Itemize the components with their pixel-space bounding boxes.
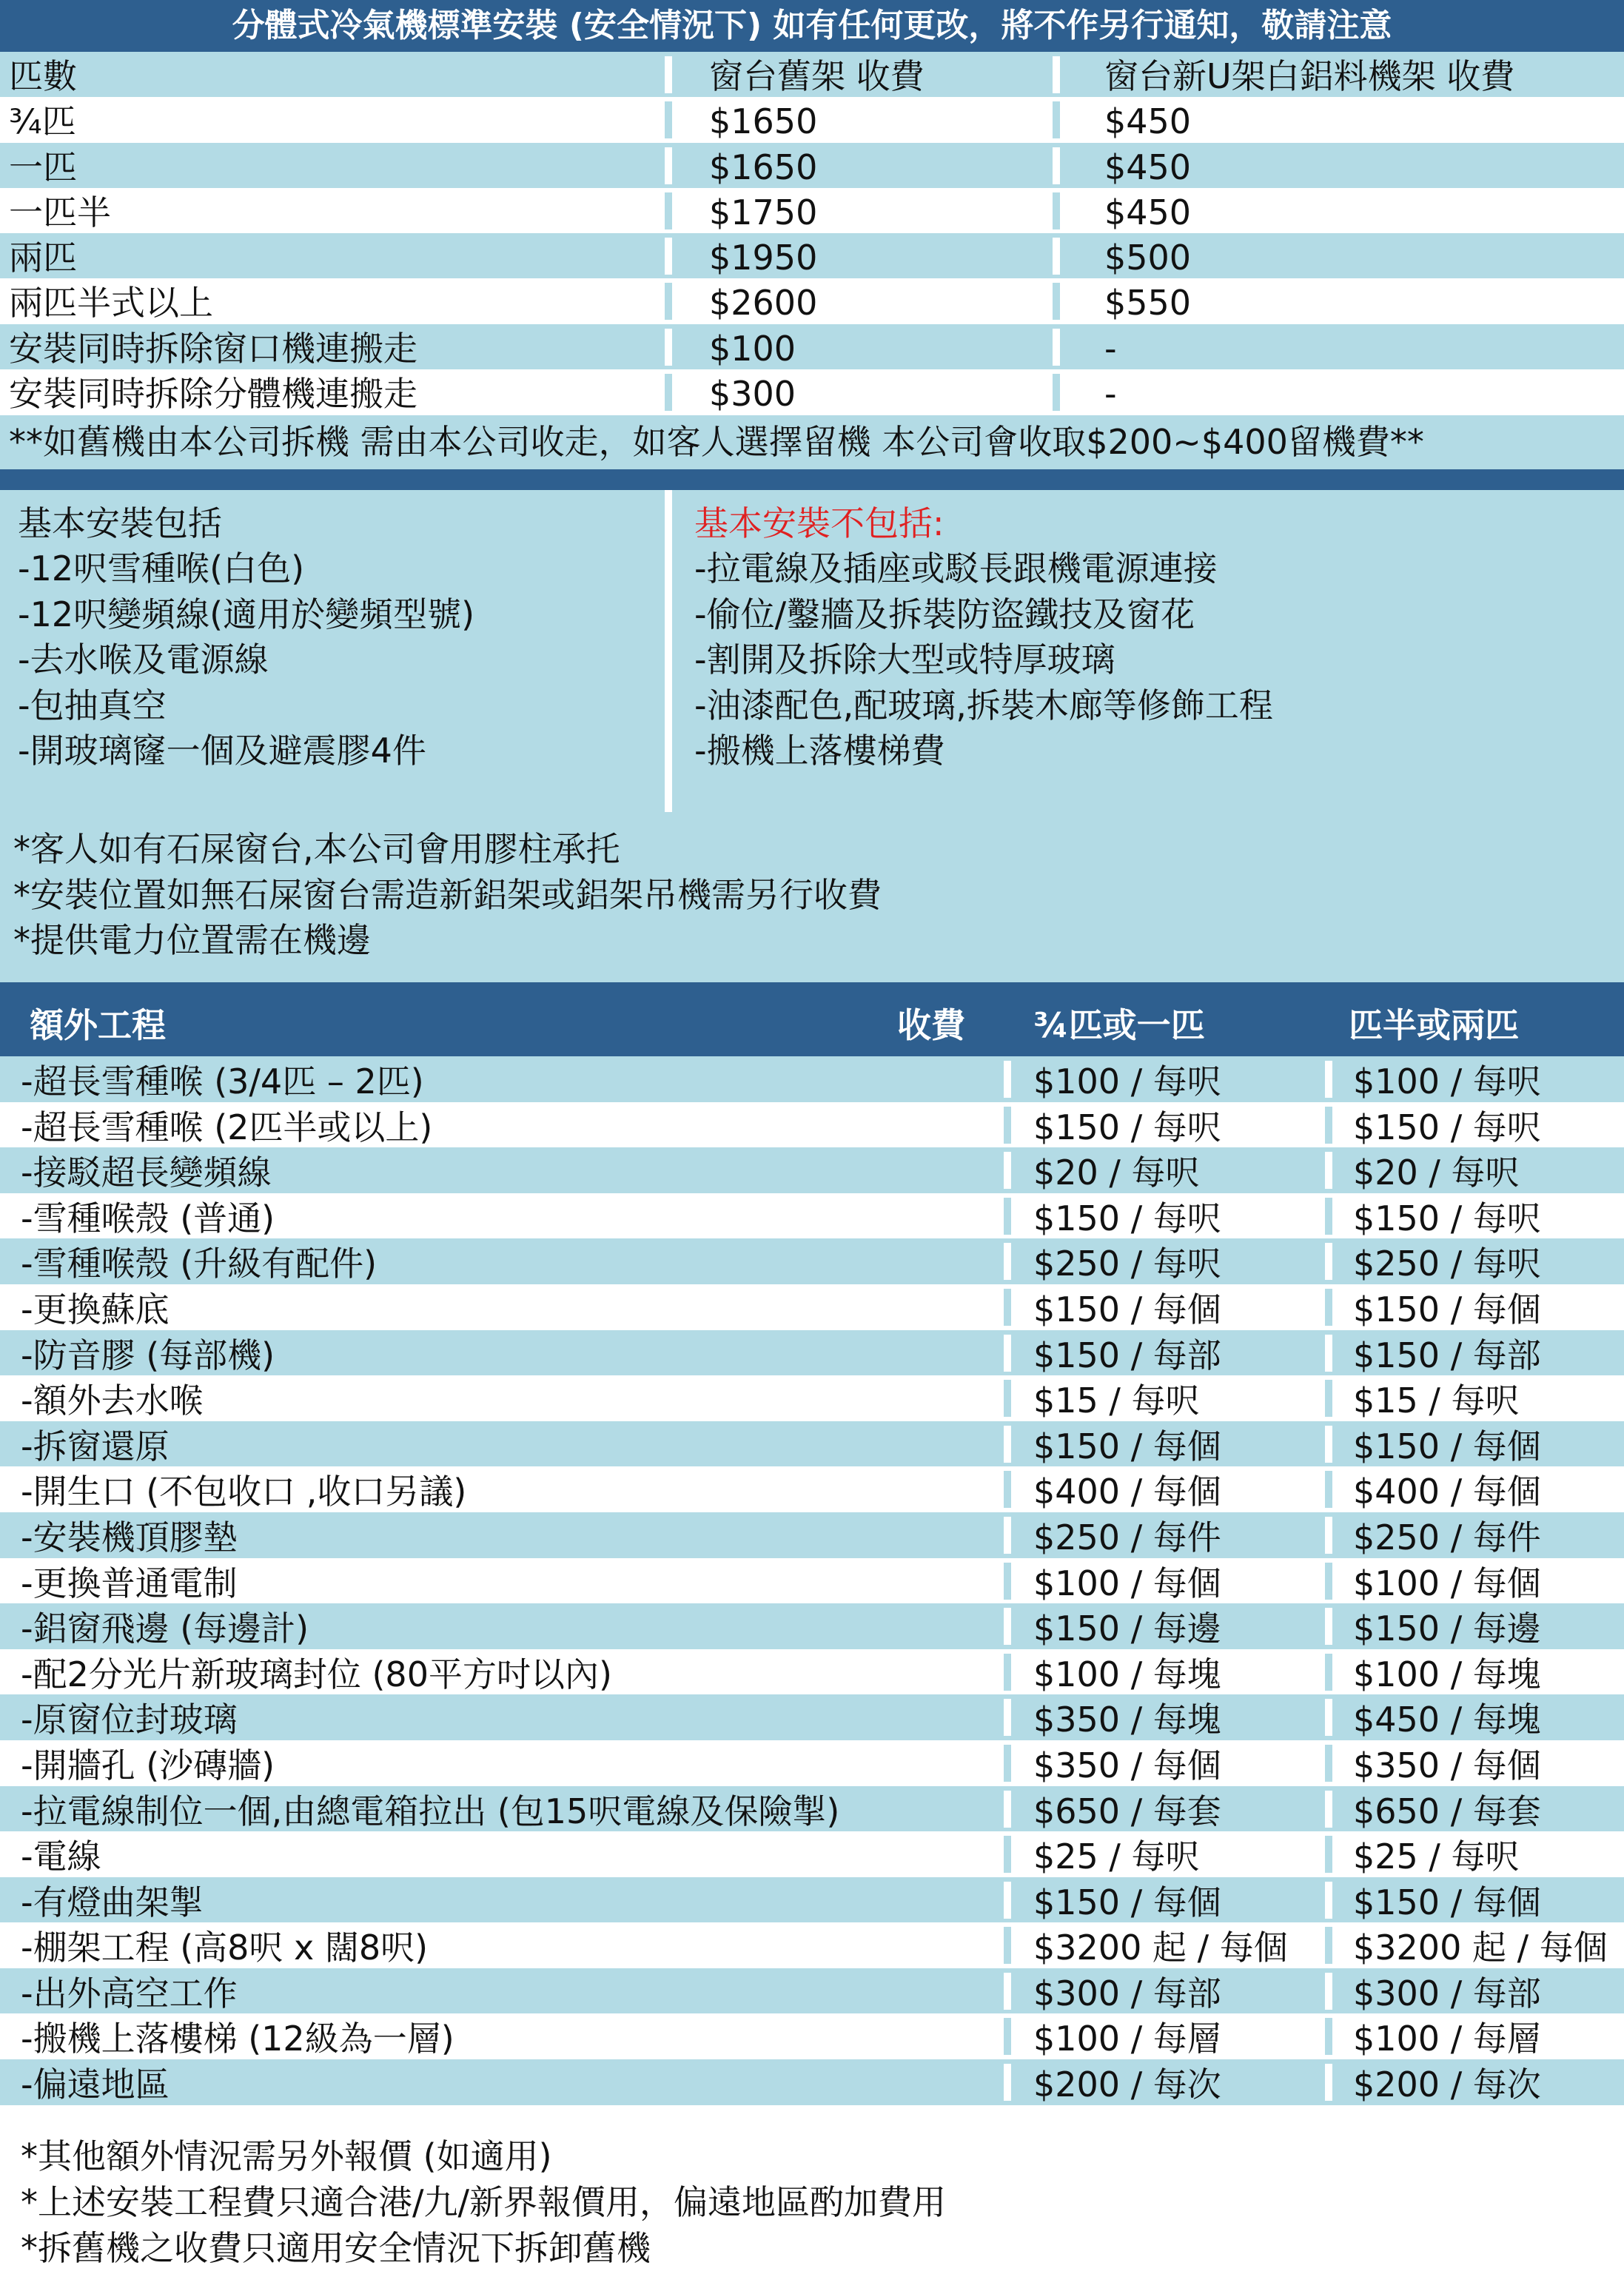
table-row bbox=[0, 1466, 1624, 1512]
extra-work-item: -棚架工程 (高8呎 x 闊8呎) bbox=[21, 1928, 429, 1968]
small-unit-price: $3200 起 / 每個 bbox=[1033, 1928, 1288, 1968]
large-unit-price: $150 / 每個 bbox=[1353, 1882, 1541, 1922]
large-unit-price: $100 / 每塊 bbox=[1353, 1654, 1541, 1694]
table-header-row bbox=[0, 52, 1624, 97]
list-item: -去水喉及電源線 bbox=[18, 640, 269, 680]
extra-work-item: -拉電線制位一個,由總電箱拉出 (包15呎電線及保險掣) bbox=[21, 1791, 840, 1831]
table-row bbox=[0, 143, 1624, 188]
old-bracket-price: $1750 bbox=[709, 192, 818, 232]
small-unit-price: $100 / 每呎 bbox=[1033, 1061, 1221, 1101]
table-row bbox=[0, 1330, 1624, 1376]
list-item: -開玻璃窿一個及避震膠4件 bbox=[18, 731, 426, 771]
new-bracket-price: $550 bbox=[1104, 283, 1192, 323]
row-label: 兩匹 bbox=[9, 238, 77, 278]
footer-note: *拆舊機之收費只適用安全情況下拆卸舊機 bbox=[21, 2228, 651, 2268]
table-row bbox=[0, 1694, 1624, 1740]
large-unit-price: $150 / 每邊 bbox=[1353, 1609, 1541, 1649]
table-row bbox=[0, 1238, 1624, 1284]
small-unit-price: $150 / 每個 bbox=[1033, 1882, 1221, 1922]
row-label: 一匹 bbox=[9, 147, 77, 187]
old-bracket-price: $1650 bbox=[709, 147, 818, 187]
new-bracket-price: $450 bbox=[1104, 192, 1192, 232]
extra-work-item: -開牆孔 (沙磚牆) bbox=[21, 1745, 275, 1785]
extra-work-item: -配2分光片新玻璃封位 (80平方吋以內) bbox=[21, 1654, 612, 1694]
large-unit-price: $650 / 每套 bbox=[1353, 1791, 1541, 1831]
large-unit-price: $150 / 每呎 bbox=[1353, 1107, 1541, 1147]
extra-work-item: -更換普通電制 bbox=[21, 1563, 238, 1603]
remark-item: *安裝位置如無石屎窗台需造新鋁架或鋁架吊機需另行收費 bbox=[13, 874, 882, 915]
large-unit-price: $100 / 每呎 bbox=[1353, 1061, 1541, 1101]
extra-works-header bbox=[0, 982, 1624, 1056]
extra-works-title: 額外工程 bbox=[30, 1005, 166, 1045]
extra-work-item: -有燈曲架掣 bbox=[21, 1882, 204, 1922]
column-header-large-unit: 匹半或兩匹 bbox=[1349, 1005, 1519, 1045]
extra-work-item: -開生口 (不包收口 ,收口另議) bbox=[21, 1472, 467, 1512]
extra-work-item: -雪種喉殼 (普通) bbox=[21, 1198, 275, 1238]
row-label: 安裝同時拆除分體機連搬走 bbox=[9, 374, 417, 415]
old-bracket-price: $300 bbox=[709, 374, 796, 415]
table-row bbox=[0, 1375, 1624, 1421]
extra-work-item: -安裝機頂膠墊 bbox=[21, 1517, 238, 1557]
extra-work-item: -電線 bbox=[21, 1837, 101, 1877]
list-item: -割開及拆除大型或特厚玻璃 bbox=[694, 640, 1115, 680]
table-row bbox=[0, 1786, 1624, 1832]
new-bracket-price: - bbox=[1104, 374, 1117, 415]
table-row bbox=[0, 188, 1624, 233]
large-unit-price: $200 / 每次 bbox=[1353, 2065, 1541, 2105]
large-unit-price: $350 / 每個 bbox=[1353, 1745, 1541, 1785]
table-row bbox=[0, 1740, 1624, 1786]
large-unit-price: $300 / 每部 bbox=[1353, 1973, 1541, 2013]
large-unit-price: $250 / 每呎 bbox=[1353, 1244, 1541, 1284]
table-row bbox=[0, 1147, 1624, 1193]
table-row bbox=[0, 1102, 1624, 1148]
column-header-new-bracket: 窗台新U架白鋁料機架 收費 bbox=[1104, 56, 1515, 96]
small-unit-price: $200 / 每次 bbox=[1033, 2065, 1221, 2105]
table-row bbox=[0, 1649, 1624, 1695]
large-unit-price: $100 / 每層 bbox=[1353, 2019, 1541, 2059]
large-unit-price: $25 / 每呎 bbox=[1353, 1837, 1520, 1877]
large-unit-price: $3200 起 / 每個 bbox=[1353, 1928, 1608, 1968]
extra-work-item: -接駁超長變頻線 bbox=[21, 1153, 272, 1193]
small-unit-price: $150 / 每呎 bbox=[1033, 1107, 1221, 1147]
includes-title: 基本安裝包括 bbox=[18, 503, 222, 543]
table-row bbox=[0, 2059, 1624, 2105]
fee-header: 收費 bbox=[897, 1005, 965, 1045]
large-unit-price: $100 / 每個 bbox=[1353, 1563, 1541, 1603]
small-unit-price: $300 / 每部 bbox=[1033, 1973, 1221, 2013]
small-unit-price: $15 / 每呎 bbox=[1033, 1381, 1200, 1421]
extra-work-item: -超長雪種喉 (2匹半或以上) bbox=[21, 1107, 433, 1147]
table-row bbox=[0, 1968, 1624, 2014]
extra-works-table bbox=[0, 1056, 1624, 2105]
large-unit-price: $150 / 每個 bbox=[1353, 1289, 1541, 1329]
small-unit-price: $250 / 每呎 bbox=[1033, 1244, 1221, 1284]
extra-work-item: -原窗位封玻璃 bbox=[21, 1700, 238, 1740]
remarks-block bbox=[0, 812, 1624, 982]
table-row bbox=[0, 278, 1624, 323]
page-title: 分體式冷氣機標準安裝 (安全情況下) 如有任何更改，將不作另行通知，敬請注意 bbox=[0, 0, 1624, 52]
small-unit-price: $150 / 每個 bbox=[1033, 1426, 1221, 1466]
table-row bbox=[0, 1831, 1624, 1877]
list-item: -包抽真空 bbox=[18, 685, 167, 725]
small-unit-price: $350 / 每塊 bbox=[1033, 1700, 1221, 1740]
extra-work-item: -更換蘇底 bbox=[21, 1289, 170, 1329]
table-row bbox=[0, 1056, 1624, 1102]
list-item: -拉電線及插座或駁長跟機電源連接 bbox=[694, 549, 1218, 588]
row-label: 兩匹半式以上 bbox=[9, 283, 213, 323]
table-row bbox=[0, 1421, 1624, 1467]
new-bracket-price: $450 bbox=[1104, 101, 1192, 142]
old-bracket-price: $1950 bbox=[709, 238, 818, 278]
small-unit-price: $150 / 每部 bbox=[1033, 1335, 1221, 1375]
table-row bbox=[0, 1558, 1624, 1604]
large-unit-price: $450 / 每塊 bbox=[1353, 1700, 1541, 1740]
remark-item: *客人如有石屎窗台,本公司會用膠柱承托 bbox=[13, 829, 620, 869]
column-header-old-bracket: 窗台舊架 收費 bbox=[709, 56, 925, 96]
section-divider bbox=[0, 469, 1624, 490]
extra-work-item: -出外高空工作 bbox=[21, 1973, 238, 2013]
small-unit-price: $150 / 每邊 bbox=[1033, 1609, 1221, 1649]
table-row bbox=[0, 233, 1624, 278]
extra-work-item: -額外去水喉 bbox=[21, 1381, 204, 1421]
large-unit-price: $250 / 每件 bbox=[1353, 1517, 1541, 1557]
small-unit-price: $100 / 每塊 bbox=[1033, 1654, 1221, 1694]
extra-work-item: -偏遠地區 bbox=[21, 2065, 170, 2105]
extra-work-item: -鋁窗飛邊 (每邊計) bbox=[21, 1609, 309, 1649]
list-item: -偷位/鑿牆及拆裝防盜鐵技及窗花 bbox=[694, 594, 1195, 634]
list-item: -油漆配色,配玻璃,拆裝木廊等修飾工程 bbox=[694, 685, 1273, 725]
large-unit-price: $150 / 每個 bbox=[1353, 1426, 1541, 1466]
table-row bbox=[0, 97, 1624, 142]
small-unit-price: $350 / 每個 bbox=[1033, 1745, 1221, 1785]
table-row bbox=[0, 1193, 1624, 1239]
basic-install-excludes bbox=[672, 490, 1624, 812]
extra-work-item: -防音膠 (每部機) bbox=[21, 1335, 275, 1375]
table-row bbox=[0, 1284, 1624, 1330]
small-unit-price: $150 / 每呎 bbox=[1033, 1198, 1221, 1238]
small-unit-price: $250 / 每件 bbox=[1033, 1517, 1221, 1557]
old-bracket-price: $2600 bbox=[709, 283, 818, 323]
table-row bbox=[0, 1922, 1624, 1968]
list-item: -12呎雪種喉(白色) bbox=[18, 549, 305, 588]
table-row bbox=[0, 324, 1624, 369]
large-unit-price: $150 / 每呎 bbox=[1353, 1198, 1541, 1238]
small-unit-price: $25 / 每呎 bbox=[1033, 1837, 1200, 1877]
small-unit-price: $400 / 每個 bbox=[1033, 1472, 1221, 1512]
old-unit-removal-note: **如舊機由本公司拆機 需由本公司收走，如客人選擇留機 本公司會收取$200~$400留機費** bbox=[0, 415, 1624, 469]
new-bracket-price: - bbox=[1104, 328, 1117, 369]
excludes-title: 基本安裝不包括: bbox=[694, 503, 944, 543]
footer-notes bbox=[0, 2120, 1624, 2274]
large-unit-price: $400 / 每個 bbox=[1353, 1472, 1541, 1512]
footer-note: *其他額外情況需另外報價 (如適用) bbox=[21, 2136, 552, 2176]
table-row bbox=[0, 369, 1624, 415]
table-row bbox=[0, 1877, 1624, 1923]
new-bracket-price: $500 bbox=[1104, 238, 1192, 278]
old-bracket-price: $1650 bbox=[709, 101, 818, 142]
table-row bbox=[0, 1603, 1624, 1649]
list-item: -12呎變頻線(適用於變頻型號) bbox=[18, 594, 475, 634]
extra-work-item: -雪種喉殼 (升級有配件) bbox=[21, 1244, 378, 1284]
small-unit-price: $100 / 每個 bbox=[1033, 1563, 1221, 1603]
extra-work-item: -搬機上落樓梯 (12級為一層) bbox=[21, 2019, 454, 2059]
column-header-capacity: 匹數 bbox=[9, 56, 77, 96]
small-unit-price: $100 / 每層 bbox=[1033, 2019, 1221, 2059]
list-item: -搬機上落樓梯費 bbox=[694, 731, 945, 771]
small-unit-price: $150 / 每個 bbox=[1033, 1289, 1221, 1329]
large-unit-price: $20 / 每呎 bbox=[1353, 1153, 1520, 1193]
small-unit-price: $650 / 每套 bbox=[1033, 1791, 1221, 1831]
basic-install-includes bbox=[0, 490, 665, 812]
old-bracket-price: $100 bbox=[709, 328, 796, 369]
table-row bbox=[0, 2013, 1624, 2059]
large-unit-price: $150 / 每部 bbox=[1353, 1335, 1541, 1375]
large-unit-price: $15 / 每呎 bbox=[1353, 1381, 1520, 1421]
remark-item: *提供電力位置需在機邊 bbox=[13, 920, 371, 960]
extra-work-item: -超長雪種喉 (3/4匹 – 2匹) bbox=[21, 1061, 424, 1101]
row-label: 一匹半 bbox=[9, 192, 111, 232]
small-unit-price: $20 / 每呎 bbox=[1033, 1153, 1200, 1193]
new-bracket-price: $450 bbox=[1104, 147, 1192, 187]
column-header-small-unit: ¾匹或一匹 bbox=[1033, 1005, 1205, 1045]
row-label: ¾匹 bbox=[9, 101, 76, 142]
extra-work-item: -拆窗還原 bbox=[21, 1426, 170, 1466]
row-label: 安裝同時拆除窗口機連搬走 bbox=[9, 328, 417, 369]
table-row bbox=[0, 1512, 1624, 1558]
install-price-table bbox=[0, 52, 1624, 415]
footer-note: *上述安裝工程費只適合港/九/新界報價用，偏遠地區酌加費用 bbox=[21, 2182, 946, 2222]
